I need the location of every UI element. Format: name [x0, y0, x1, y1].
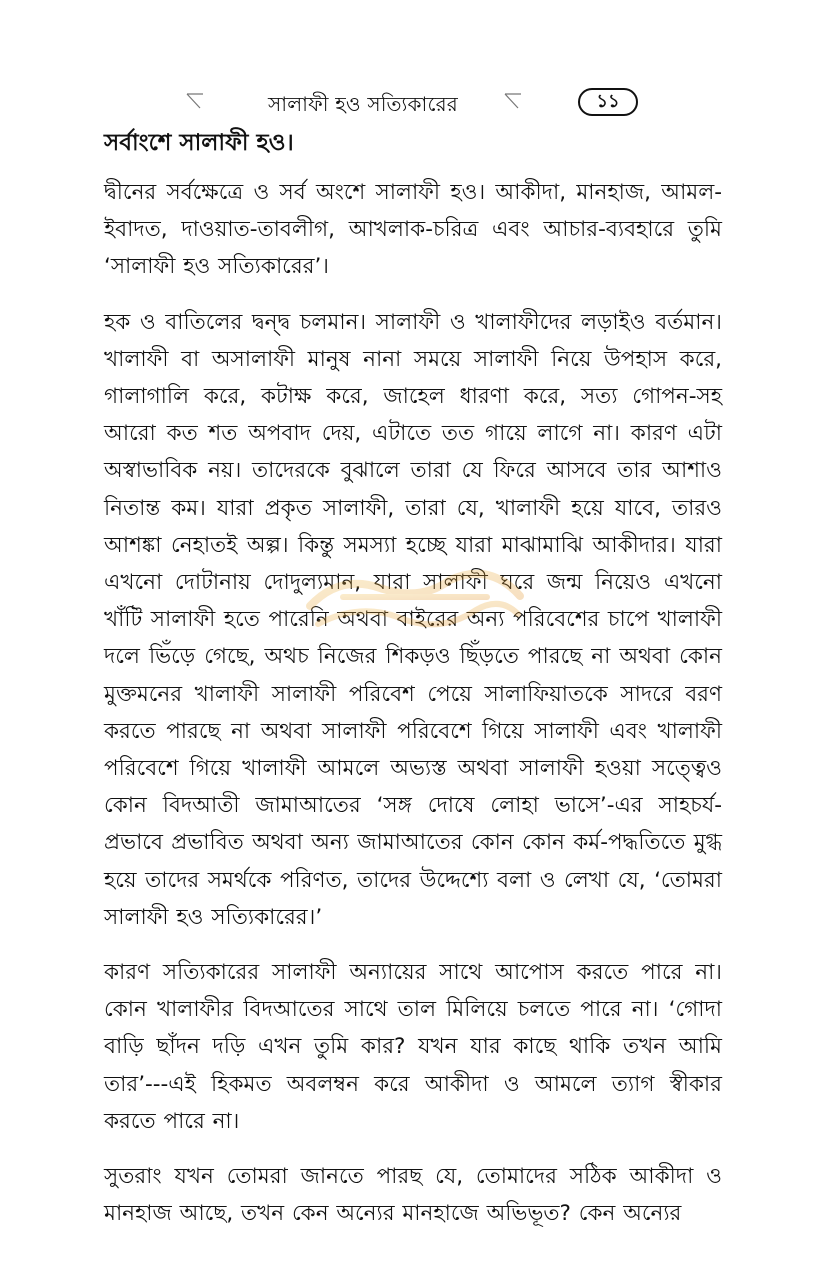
corner-mark-icon: [186, 92, 204, 110]
section-heading: সর্বাংশে সালাফী হও।: [104, 130, 294, 156]
page-content: [104, 126, 722, 1248]
corner-mark-icon: [504, 92, 522, 110]
page-number: ১১: [578, 88, 638, 116]
paragraph: সুতরাং যখন তোমরা জানতে পারছ যে, তোমাদের সঠিক আকীদা ও মানহাজ আছে, তখন কেন অন্যের মানহাজে অভিভূত? কেন অন্যের: [104, 1164, 722, 1227]
paragraph: কারণ সত্যিকারের সালাফী অন্যায়ের সাথে আপোস করতে পারে না। কোন খালাফীর বিদআতের সাথে তাল মিলিয়ে চলতে পারে না। ‘গোদা বাড়ি ছাঁদন দড়ি এখন তুমি কার? যখন যার কাছে থাকি তখন আমি তার’---এই হিকমত অবলম্বন করে আকীদা ও আমলে ত্যাগ স্বীকার করতে পারে না।: [104, 960, 722, 1134]
paragraph: দ্বীনের সর্বক্ষেত্রে ও সর্ব অংশে সালাফী হও। আকীদা, মানহাজ, আমল-ইবাদত, দাওয়াত-তাবলীগ, আখলাক-চরিত্র এবং আচার-ব্যবহারে তুমি ‘সালাফী হও সত্যিকারের’।: [104, 180, 722, 280]
running-header: [100, 84, 740, 124]
paragraph: হক ও বাতিলের দ্বন্দ্ব চলমান। সালাফী ও খালাফীদের লড়াইও বর্তমান। খালাফী বা অসালাফী মানুষ নানা সময়ে সালাফী নিয়ে উপহাস করে, গালাগালি করে, কটাক্ষ করে, জাহেল ধারণা করে, সত্য গোপন-সহ আরো কত শত অপবাদ দেয়, এটাতে তত গায়ে লাগে না। কারণ এটা অস্বাভাবিক নয়। তাদেরকে বুঝালে তারা যে ফিরে আসবে তার আশাও নিতান্ত কম। যারা প্রকৃত সালাফী, তারা যে, খালাফী হয়ে যাবে, তারও আশঙ্কা নেহাতই অল্প। কিন্তু সমস্যা হচ্ছে যারা মাঝামাঝি আকীদার। যারা এখনো দোটানায় দোদুল্যমান, যারা সালাফী ঘরে জন্ম নিয়েও এখনো খাঁটি সালাফী হতে পারেনি অথবা বাইরের অন্য পরিবেশের চাপে খালাফী দলে ভিঁড়ে গেছে, অথচ নিজের শিকড়ও ছিঁড়তে পারছে না অথবা কোন মুক্তমনের খালাফী সালাফী পরিবেশ পেয়ে সালাফিয়াতকে সাদরে বরণ করতে পারছে না অথবা সালাফী পরিবেশে গিয়ে সালাফী এবং খালাফী পরিবেশে গিয়ে খালাফী আমলে অভ্যস্ত অথবা সালাফী হওয়া সত্ত্বেও কোন বিদআতী জামাআতের ‘সঙ্গ দোষে লোহা ভাসে’-এর সাহচর্য-প্রভাবে প্রভাবিত অথবা অন্য জামাআতের কোন কোন কর্ম-পদ্ধতিতে মুগ্ধ হয়ে তাদের সমর্থকে পরিণত, তাদের উদ্দেশ্যে বলা ও লেখা যে, ‘তোমরা সালাফী হও সত্যিকারের।’: [104, 309, 722, 930]
header-title: সালাফী হও সত্যিকারের: [268, 92, 458, 116]
